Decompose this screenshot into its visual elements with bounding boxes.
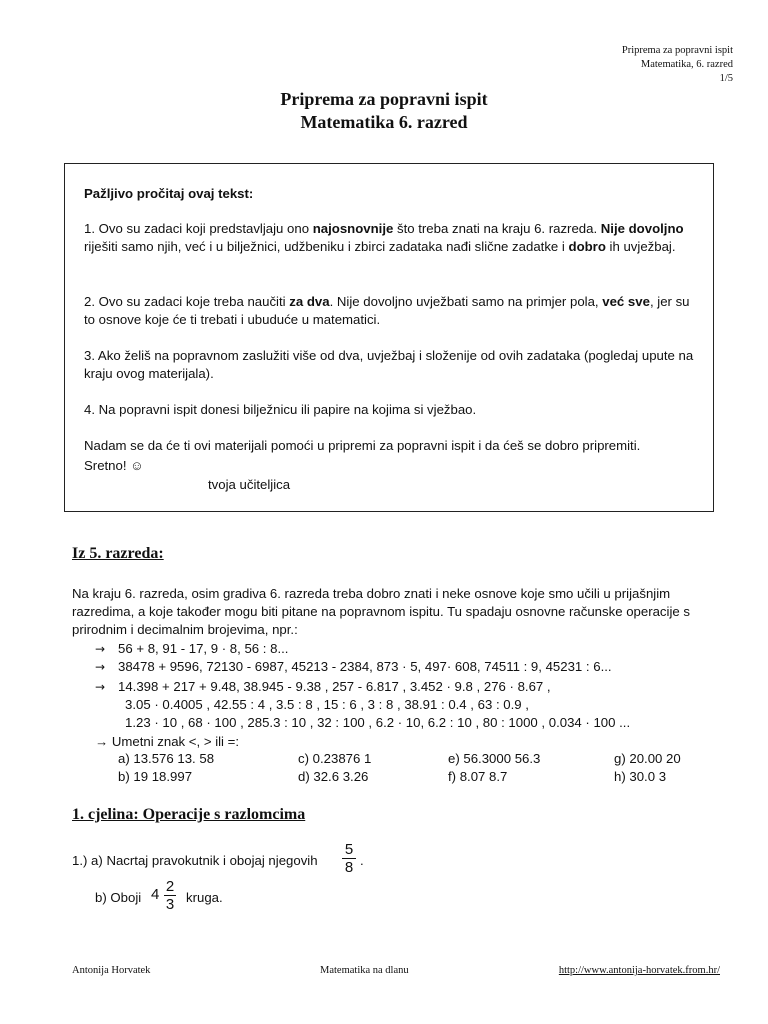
compare-item-h: h) 30.0 3 [614, 769, 667, 784]
footer-author: Antonija Horvatek [72, 965, 151, 976]
header-subject: Matematika, 6. razred [640, 59, 733, 70]
section-heading-cjelina-1: 1. cjelina: Operacije s razlomcima [72, 806, 306, 823]
compare-item-e: e) 56.3000 56.3 [448, 751, 541, 766]
example-line-3: 14.398 + 217 + 9.48, 38.945 - 9.38 , 257 - 6.817 , 3.452 · 9.8 , 276 · 8.67 , [118, 679, 551, 694]
footer-site-name: Matematika na dlanu [320, 965, 409, 976]
arrow-icon: → [95, 660, 106, 674]
compare-item-a: a) 13.576 13. 58 [118, 751, 215, 766]
task-1b-text: b) Oboji [95, 890, 142, 905]
task-1a-period: . [360, 853, 364, 868]
fraction-numerator: 5 [344, 841, 354, 858]
fraction-5-8 [342, 842, 356, 875]
footer-website-link[interactable]: http://www.antonija-horvatek.from.hr/ [558, 965, 720, 976]
header-page-number: 1/5 [719, 73, 733, 84]
section5-para-line-2: razredima, a koje također mogu biti pitane na popravnom ispitu. Tu spadaju osnovne računske operacije s [72, 604, 690, 619]
section5-para-line-3: prirodnim i decimalnim brojevima, npr.: [72, 622, 298, 637]
compare-item-c: c) 0.23876 1 [298, 751, 372, 766]
compare-item-f: f) 8.07 8.7 [448, 769, 508, 784]
compare-instruction: → Umetni znak <, > ili =: [95, 734, 240, 749]
intro-sretno: Sretno! ☺ [84, 458, 144, 473]
compare-item-g: g) 20.00 20 [614, 751, 681, 766]
compare-item-d: d) 32.6 3.26 [298, 769, 369, 784]
example-line-4: 3.05 · 0.4005 , 42.55 : 4 , 3.5 : 8 , 15 : 6 , 3 : 8 , 38.91 : 0.4 , 63 : 0.9 , [125, 697, 529, 712]
fraction-numerator: 2 [165, 878, 175, 895]
page-title: Priprema za popravni ispit [280, 89, 488, 109]
compare-item-b: b) 19 18.997 [118, 769, 193, 784]
example-line-2: 38478 + 9596, 72130 - 6987, 45213 - 2384, 873 · 5, 497· 608, 74511 : 9, 45231 : 6... [118, 659, 612, 674]
mixed-number-whole: 4 [151, 886, 160, 903]
arrow-icon: → [95, 680, 106, 694]
page-subtitle: Matematika 6. razred [300, 112, 468, 132]
intro-signature: tvoja učiteljica [208, 477, 291, 492]
intro-paragraph-3: 3. Ako želiš na popravnom zaslužiti više od dva, uvježbaj i složenije od ovih zadataka (pogledaj upute na kraju ovog materijala). [84, 348, 694, 381]
fraction-2-3 [164, 879, 176, 912]
fraction-denominator: 3 [165, 896, 175, 913]
arrow-icon: → [95, 642, 106, 656]
fraction-denominator: 8 [344, 859, 354, 876]
intro-paragraph-2: 2. Ovo su zadaci koje treba naučiti za dva. Nije dovoljno uvježbati samo na primjer pola, već sve, jer su to osnove koje će ti trebati i ubuduće u matematici. [84, 294, 690, 327]
header-doc-title: Priprema za popravni ispit [621, 45, 733, 56]
section-heading-5-razred: Iz 5. razreda: [72, 545, 164, 562]
example-line-1: 56 + 8, 91 - 17, 9 · 8, 56 : 8... [118, 641, 289, 656]
intro-paragraph-1: 1. Ovo su zadaci koji predstavljaju ono najosnovnije što treba znati na kraju 6. razreda. Nije dovoljno riješiti samo njih, već i u bilježnici, udžbeniku i zbirci zadataka nađi slične zadatke i dobro ih uvježbaj. [84, 221, 684, 254]
intro-heading: Pažljivo pročitaj ovaj tekst: [84, 186, 254, 201]
task-1a-text: 1.) a) Nacrtaj pravokutnik i obojaj njegovih [72, 853, 318, 868]
intro-paragraph-5: Nadam se da će ti ovi materijali pomoći u pripremi za popravni ispit i da ćeš se dobro pripremiti. [84, 438, 641, 453]
task-1b-after: kruga. [186, 890, 223, 905]
intro-paragraph-4: 4. Na popravni ispit donesi bilježnicu ili papire na kojima si vježbao. [84, 402, 477, 417]
example-line-5: 1.23 · 10 , 68 · 100 , 285.3 : 10 , 32 : 100 , 6.2 · 10, 6.2 : 10 , 80 : 1000 , 0.034 · 100 ... [125, 715, 631, 730]
section5-para-line-1: Na kraju 6. razreda, osim gradiva 6. razreda treba dobro znati i neke osnove koje smo učili u prijašnjim [72, 586, 671, 601]
